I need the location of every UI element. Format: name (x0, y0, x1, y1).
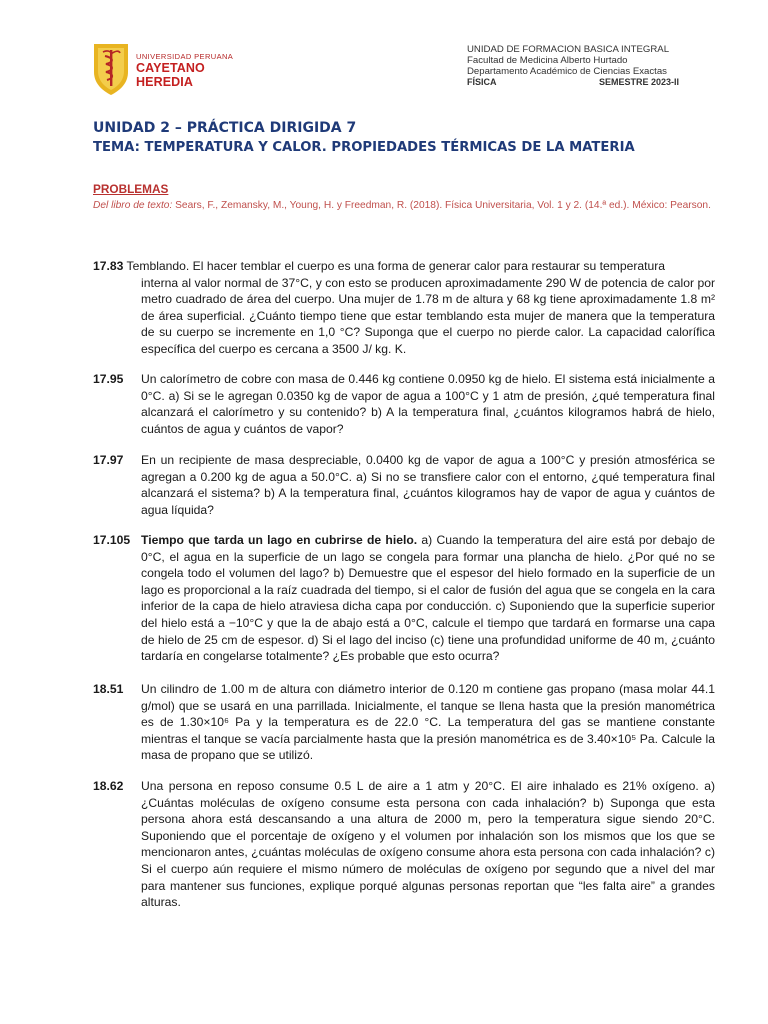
problem-text-rest: interna al valor normal de 37°C, y con esto se producen aproximadamente 290 W de potencia de calor por metro cuadrado de área del cuerpo. Una mujer de 1.78 m de altura y 68 kg tiene aproximadamente 1.8 m² de área superficial. ¿Cuánto tiempo tiene que estar temblando esta mujer de manera que la temperatura de su cuerpo se incremente en 1,0 °C? Suponga que el cuerpo no pierde calor. La capacidad calorífica específica del cuerpo es cercana a 3500 J/ kg. K. (141, 275, 715, 356)
problem-17-97 (93, 452, 715, 518)
problem-text: a) Cuando la temperatura del aire está por debajo de 0°C, el agua en la superficie de un lago se congela para formar una plancha de hielo. ¿Por qué no se congela todo el volumen del lago? b) Demuestre que el espesor del hielo formado en la superficie de un lago es proporcional a la raíz cuadrada del tiempo, si el calor de fusión del agua que se congela en la cara inferior de la capa de hielo atraviesa dicha capa por conducción. c) Suponiendo que la superficie superior del hielo está a −10°C y que la de abajo está a 0°C, calcule el tiempo que tardará en formarse una capa de hielo de 25 cm de espesor. d) Si el lago del inciso (c) tiene una profundidad uniforme de 40 m, ¿cuánto tardaría en congelarse totalmente? ¿Es probable que esto ocurra? (141, 533, 715, 664)
problem-18-62 (93, 778, 715, 911)
problems-heading: PROBLEMAS (93, 182, 169, 196)
problem-number: 17.83 (93, 259, 124, 273)
header-course-row (467, 77, 679, 88)
problem-number: 17.97 (93, 453, 124, 467)
university-shield-icon (92, 42, 130, 96)
header-faculty: Facultad de Medicina Alberto Hurtado (467, 54, 628, 66)
header-info (467, 45, 697, 88)
unit-title: UNIDAD 2 – PRÁCTICA DIRIGIDA 7 (93, 120, 357, 136)
problem-text: Un cilindro de 1.00 m de altura con diámetro interior de 0.120 m contiene gas propano (masa molar 44.1 g/mol) que se usará en una parrillada. Inicialmente, el tanque se llena hasta que la presión manométrica es de 1.30×10⁶ Pa y la temperatura es de 22.0 °C. La temperatura del gas se mantiene constante mientras el tanque se vacía parcialmente hasta que la presión manométrica es de 3.40×10⁵ Pa. Calcule la masa de propano que se utilizó. (141, 682, 715, 763)
problem-text: Una persona en reposo consume 0.5 L de aire a 1 atm y 20°C. El aire inhalado es 21% oxígeno. a) ¿Cuántas moléculas de oxígeno consume esta persona con cada inhalación? b) Suponga que esta persona ahora está descansando a una altura de 2000 m, pero la temperatura sigue siendo 20°C. Suponiendo que el porcentaje de oxígeno y el volumen por inhalación son los mismos que los que se mencionaron antes, ¿cuántas moléculas de oxígeno consume ahora esta persona con cada inhalación? c) Si el cuerpo aún requiere el mismo número de moléculas de oxígeno por segundo que a nivel del mar para mantener sus funciones, explique porqué algunas personas reportan que “les falta aire” a grandes alturas. (141, 779, 715, 910)
header-course: FÍSICA (467, 77, 497, 88)
problem-17-95 (93, 371, 715, 437)
problem-number: 17.105 (93, 533, 131, 547)
problem-body (93, 532, 715, 665)
university-logo (92, 42, 262, 98)
reference (93, 198, 715, 213)
reference-text: Sears, F., Zemansky, M., Young, H. y Freedman, R. (2018). Física Universitaria, Vol. 1 y 2. (14.ª ed.). México: Pearson. (172, 200, 711, 211)
problem-body (93, 258, 715, 358)
problem-lead: Tiempo que tarda un lago en cubrirse de hielo. (141, 533, 418, 547)
problem-number: 18.51 (93, 682, 124, 696)
problem-17-105 (93, 532, 715, 665)
header-unit: UNIDAD DE FORMACION BASICA INTEGRAL (467, 44, 670, 55)
reference-lead: Del libro de texto: (93, 200, 173, 211)
topic-title: TEMA: TEMPERATURA Y CALOR. PROPIEDADES TÉRMICAS DE LA MATERIA (93, 140, 635, 155)
problem-18-51 (93, 681, 715, 764)
header-semester: SEMESTRE 2023-II (598, 77, 679, 88)
logo-title: CAYETANO HEREDIA (136, 61, 205, 89)
problem-text: Un calorímetro de cobre con masa de 0.446 kg contiene 0.0950 kg de hielo. El sistema está inicialmente a 0°C. a) Si se le agregan 0.0350 kg de vapor de agua a 100°C y 1 atm de presión, ¿qué temperatura final alcanzará el calorímetro y su contenido? b) A la temperatura final, ¿cuántos kilogramos habrá de hielo, cuántos de agua y cuántos de vapor? (141, 372, 715, 436)
logo-text (136, 52, 262, 89)
problem-number: 18.62 (93, 779, 124, 793)
header-department: Departamento Académico de Ciencias Exactas (467, 65, 667, 77)
problem-text: En un recipiente de masa despreciable, 0.0400 kg de vapor de agua a 100°C y presión atmosférica se agregan a 0.200 kg de agua a 50.0°C. a) Si no se transfiere calor con el entorno, ¿qué temperatura final alcanzará el sistema? b) A la temperatura final, ¿cuántos kilogramos hay de vapor de agua y cuántos de agua líquida? (141, 453, 715, 517)
logo-subtitle: UNIVERSIDAD PERUANA (136, 52, 234, 61)
problem-17-83 (93, 258, 715, 358)
problem-number: 17.95 (93, 372, 124, 386)
problem-first-line (93, 258, 715, 275)
problem-text-first: Temblando. El hacer temblar el cuerpo es una forma de generar calor para restaurar su temperatura (123, 259, 666, 273)
page-title (93, 119, 733, 157)
